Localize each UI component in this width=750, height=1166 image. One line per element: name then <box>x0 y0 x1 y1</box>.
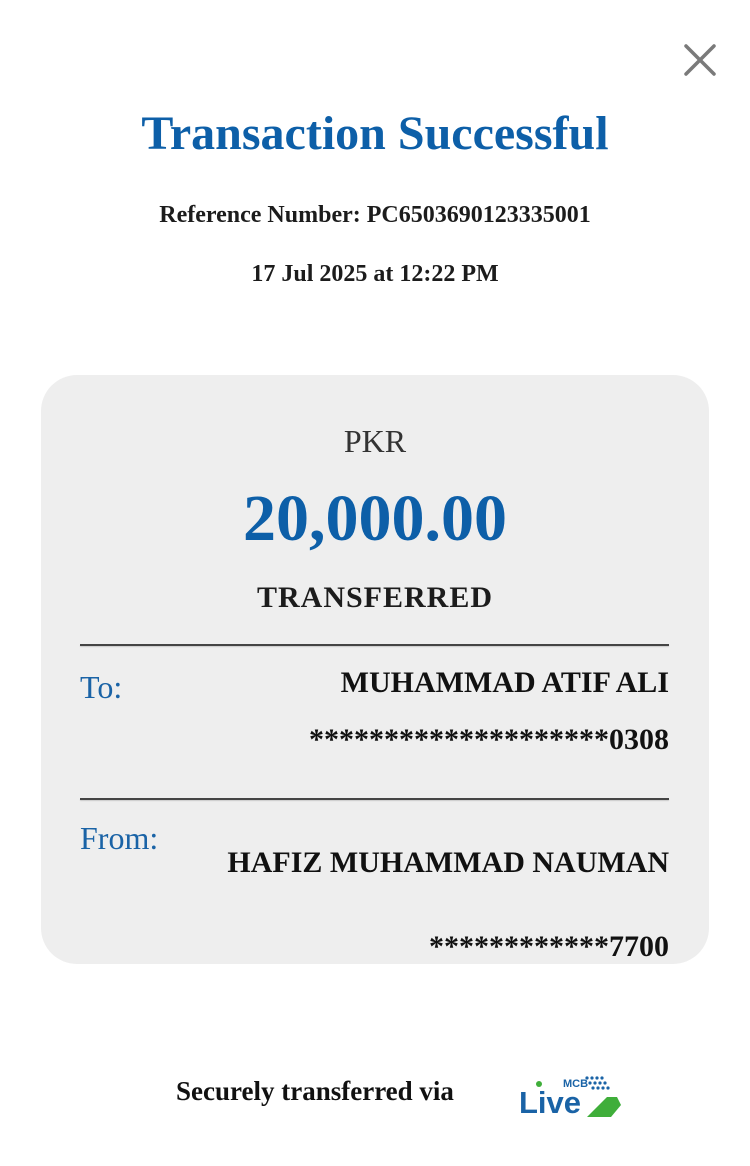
close-icon <box>680 40 720 80</box>
divider <box>80 644 669 646</box>
transaction-card <box>41 375 709 964</box>
logo-word: Live <box>519 1085 582 1120</box>
to-label: To: <box>80 669 123 705</box>
status-label: TRANSFERRED <box>256 581 494 614</box>
recipient-name: MUHAMMAD ATIF ALI <box>340 666 669 699</box>
page-title: Transaction Successful <box>141 107 609 160</box>
sender-account: ************7700 <box>429 930 669 963</box>
transaction-datetime: 17 Jul 2025 at 12:22 PM <box>251 261 499 287</box>
divider <box>80 798 669 800</box>
sender-name: HAFIZ MUHAMMAD NAUMAN <box>227 846 669 879</box>
logo-brand: MCB <box>563 1078 589 1090</box>
currency-label: PKR <box>343 423 407 459</box>
amount-value: 20,000.00 <box>243 482 507 555</box>
footer-text: Securely transferred via <box>176 1076 454 1106</box>
mcb-live-logo <box>515 1073 625 1121</box>
close-button[interactable] <box>680 40 720 80</box>
from-label: From: <box>80 820 159 856</box>
recipient-account: ********************0308 <box>309 723 669 756</box>
reference-number: Reference Number: PC6503690123335001 <box>159 202 591 228</box>
